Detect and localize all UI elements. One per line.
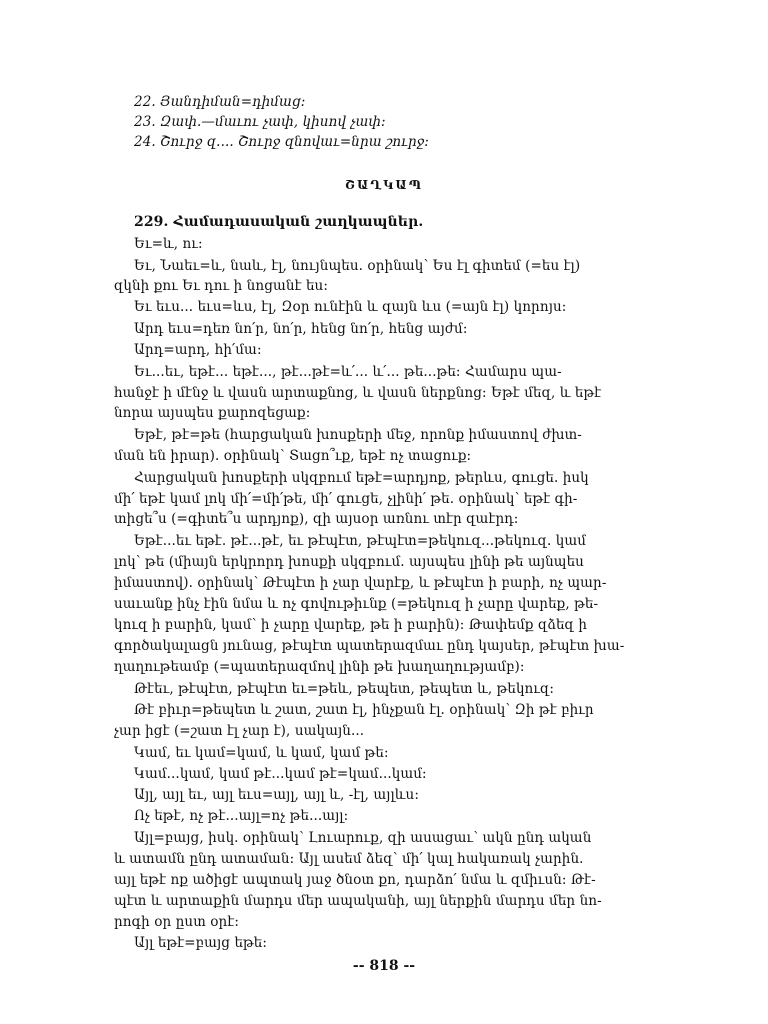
text-line: Եւ...եւ, եթէ... եթէ..., թէ...թէ=և՛... և՛... թե...թե։ Համարս պա-: [134, 364, 562, 380]
chapter-heading: ՇԱՂԿԱՊ: [344, 178, 424, 192]
note-24: 24. Շուրջ զ.... Շուրջ զնովաւ=նրա շուրջ։: [134, 134, 429, 150]
text-line: նորա այսպես քարոզեցաք։: [114, 405, 311, 421]
note-23: 23. Զափ.—մաւու չափ, կիսով չափ։: [134, 114, 386, 130]
text-line: զկնի քու Եւ դու ի նոցանէ ես։: [114, 278, 329, 294]
text-line: Այլ, այլ եւ, այլ եւս=այլ, այլ և, -էլ, այլևս։: [134, 787, 420, 803]
text-line: ղաղութեամբ (=պատերազմով լինի թե խաղաղությամբ)։: [114, 659, 525, 675]
text-line: րոգի օր ըստ օրէ։: [114, 914, 240, 930]
text-line: լոկ՝ թե (միայն երկրորդ խոսքի սկզբում. այսպես լինի թե այնպես: [114, 554, 584, 570]
text-line: հանջէ ի մէնջ և վասն արտաքնոց, և վասն ներքնոց։ Եթէ մեզ, և եթէ: [114, 385, 602, 401]
section-title: 229. Համադասական շաղկապներ.: [134, 214, 424, 230]
text-line: Այլ=բայց, իսկ. օրինակ՝ Լուարուք, զի ասացաւ՝ ակն ընդ ական: [134, 830, 592, 846]
page-number: -- 818 --: [352, 958, 416, 974]
text-line: չար իցէ (=շատ էլ չար է), սակայն...: [114, 723, 365, 739]
text-line: Եւ=և, ու։: [134, 236, 203, 252]
text-line: պէտ և արտաքին մարդս մեր ապականի, այլ ներքին մարդս մեր նո-: [114, 893, 602, 909]
text-line: Կամ, եւ կամ=կամ, և կամ, կամ թե։: [134, 745, 389, 761]
text-line: ման են իրար). օրինակ՝ Տացո՞ւք, եթէ ոչ տացուք։: [114, 448, 472, 464]
text-line: այլ եթէ ոք ածիցէ ապտակ յաջ ծնօտ քո, դարձո՛ նմա և զմիւսն։ Թէ-: [114, 872, 596, 888]
text-line: Թէ բիւր=թեպետ և շատ, շատ էլ, ինչքան էլ. օրինակ՝ Զի թէ բիւր: [134, 702, 594, 718]
text-line: Եթէ, թէ=թե (հարցական խոսքերի մեջ, որոնք իմաստով ժխտ-: [134, 427, 582, 443]
note-22: 22. Յանդիման=դիմաց։: [134, 94, 306, 110]
text-line: գործակալացն յունաց, թէպէտ պատերազմաւ ընդ կայսեր, թէպէտ խա-: [114, 638, 625, 654]
text-line: Հարցական խոսքերի սկզբում եթէ=արդյոք, թերևս, գուցե. իսկ: [134, 470, 589, 486]
text-line: Եթէ...եւ եթէ. թէ...թէ, եւ թէպէտ, թէպէտ=թեկուզ...թեկուզ. կամ: [134, 533, 587, 549]
text-line: տիցե՞ս (=գիտե՞ս արդյոք), զի այսօր առնու տէր զաէրդ։: [114, 511, 519, 527]
text-line: Կամ...կամ, կամ թէ...կամ թէ=կամ...կամ։: [134, 766, 427, 782]
text-line: և ատամն ընդ ատաման։ Այլ ասեմ ձեզ՝ մի՛ կալ հակառակ չարին.: [114, 851, 584, 867]
text-line: Ոչ եթէ, ոչ թէ...այլ=ոչ թե...այլ։: [134, 808, 349, 824]
text-line: իմաստով). օրինակ՝ Թէպէտ ի չար վարէք, և թէպէտ ի բարի, ոչ պար-: [114, 575, 607, 591]
text-line: մի՛ եթէ կամ լոկ մի՛=մի՛թե, մի՛ գուցե, չլինի՛ թե. օրինակ՝ եթէ գի-: [114, 491, 578, 507]
text-line: Եւ եւս... եւս=ևս, էլ, Զօր ունէին և զայն ևս (=այն էլ) կորոյս։: [134, 299, 567, 315]
text-line: Եւ, Նաեւ=և, նաև, էլ, նույնպես. օրինակ՝ Ես էլ գիտեմ (=ես էլ): [134, 258, 581, 274]
text-line: կուզ ի բարին, կամ՝ ի չարը վարեք, թե ի բարին)։ Թափեմք զձեզ ի: [114, 617, 587, 633]
text-line: Թէեւ, թէպէտ, թէպէտ եւ=թեև, թեպետ, թեպետ և, թեկուզ։: [134, 681, 555, 697]
text-line: Այլ եթէ=բայց եթե։: [134, 935, 268, 951]
text-line: Արդ=արդ, հի՛մա։: [134, 342, 262, 358]
text-line: սաւանք ինչ էին նմա և ոչ գովութիւնք (=թեկուզ ի չարը վարեք, թե-: [114, 596, 599, 612]
text-line: Արդ եւս=դեռ նո՛ր, նո՛ր, հենց նո՛ր, հենց այժմ։: [134, 321, 468, 337]
